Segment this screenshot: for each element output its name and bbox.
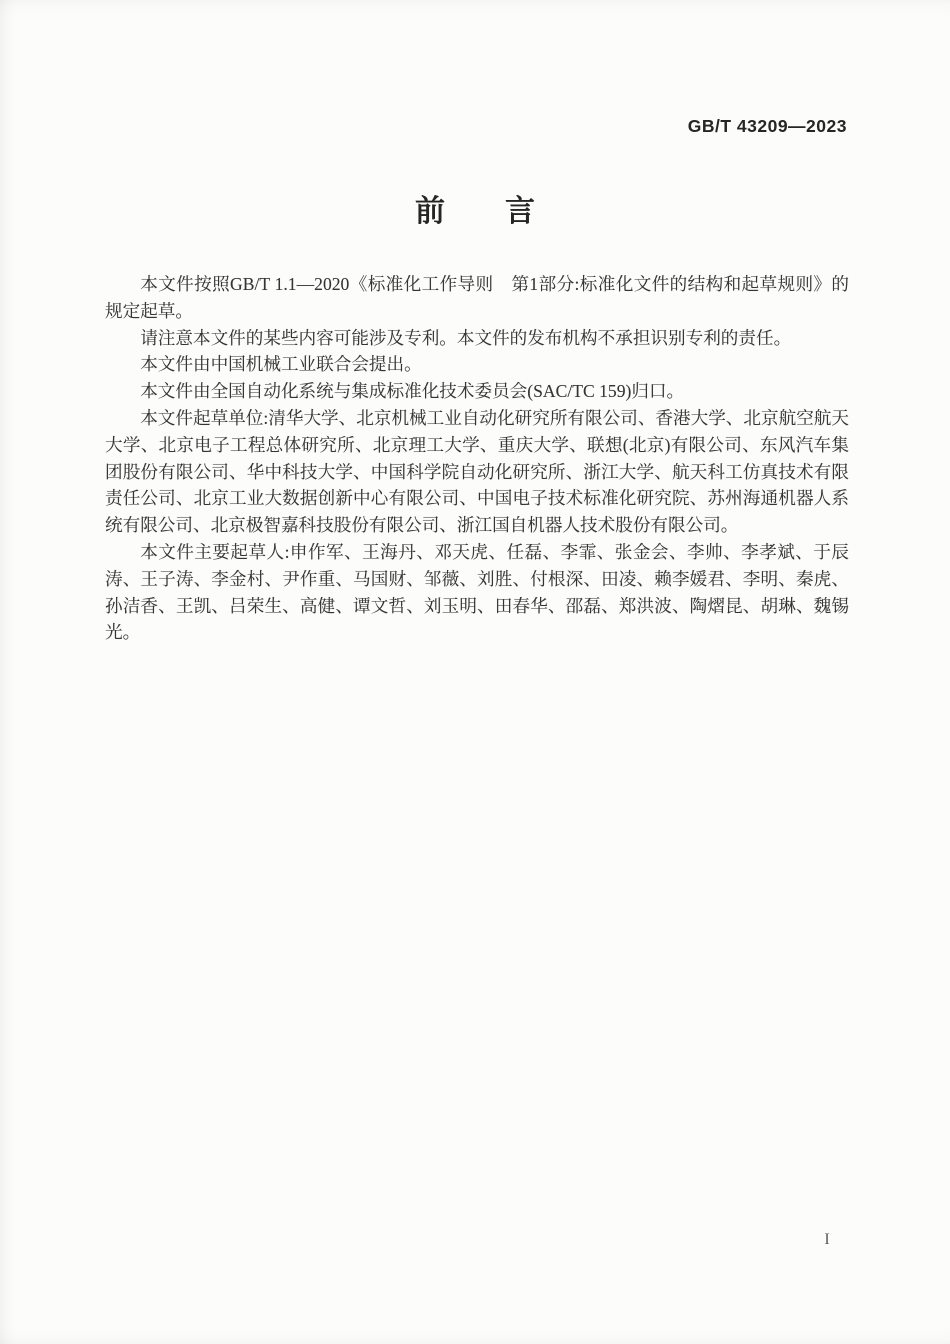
page-title: 前 言 — [415, 195, 535, 228]
foreword-paragraph-drafting-rules: 本文件按照GB/T 1.1—2020《标准化工作导则 第1部分:标准化文件的结构和起草规则》的规定起草。 — [105, 274, 849, 321]
foreword-paragraph-drafting-organizations: 本文件起草单位:清华大学、北京机械工业自动化研究所有限公司、香港大学、北京航空航天大学、北京电子工程总体研究所、北京理工大学、重庆大学、联想(北京)有限公司、东风汽车集团股份有限公司、华中科技大学、中国科学院自动化研究所、浙江大学、航天科工仿真技术有限责任公司、北京工业大数据创新中心有限公司、中国电子技术标准化研究院、苏州海通机器人系统有限公司、北京极智嘉科技股份有限公司、浙江国自机器人技术股份有限公司。 — [105, 407, 849, 536]
page-number: I — [824, 1231, 830, 1248]
standard-code: GB/T 43209—2023 — [687, 116, 847, 136]
foreword-paragraph-centralized-by: 本文件由全国自动化系统与集成标准化技术委员会(SAC/TC 159)归口。 — [140, 381, 685, 402]
foreword-body — [105, 271, 849, 646]
foreword-paragraph-proposed-by: 本文件由中国机械工业联合会提出。 — [140, 354, 422, 375]
foreword-paragraph-patent-notice: 请注意本文件的某些内容可能涉及专利。本文件的发布机构不承担识别专利的责任。 — [140, 327, 792, 348]
foreword-paragraph-main-drafters: 本文件主要起草人:申作军、王海丹、邓天虎、任磊、李霏、张金会、李帅、李孝斌、于辰涛、王子涛、李金村、尹作重、马国财、邹薇、刘胜、付根深、田凌、赖李媛君、李明、秦虎、孙洁香、王凯、吕荣生、高健、谭文哲、刘玉明、田春华、邵磊、郑洪波、陶熠昆、胡琳、魏锡光。 — [105, 541, 849, 643]
